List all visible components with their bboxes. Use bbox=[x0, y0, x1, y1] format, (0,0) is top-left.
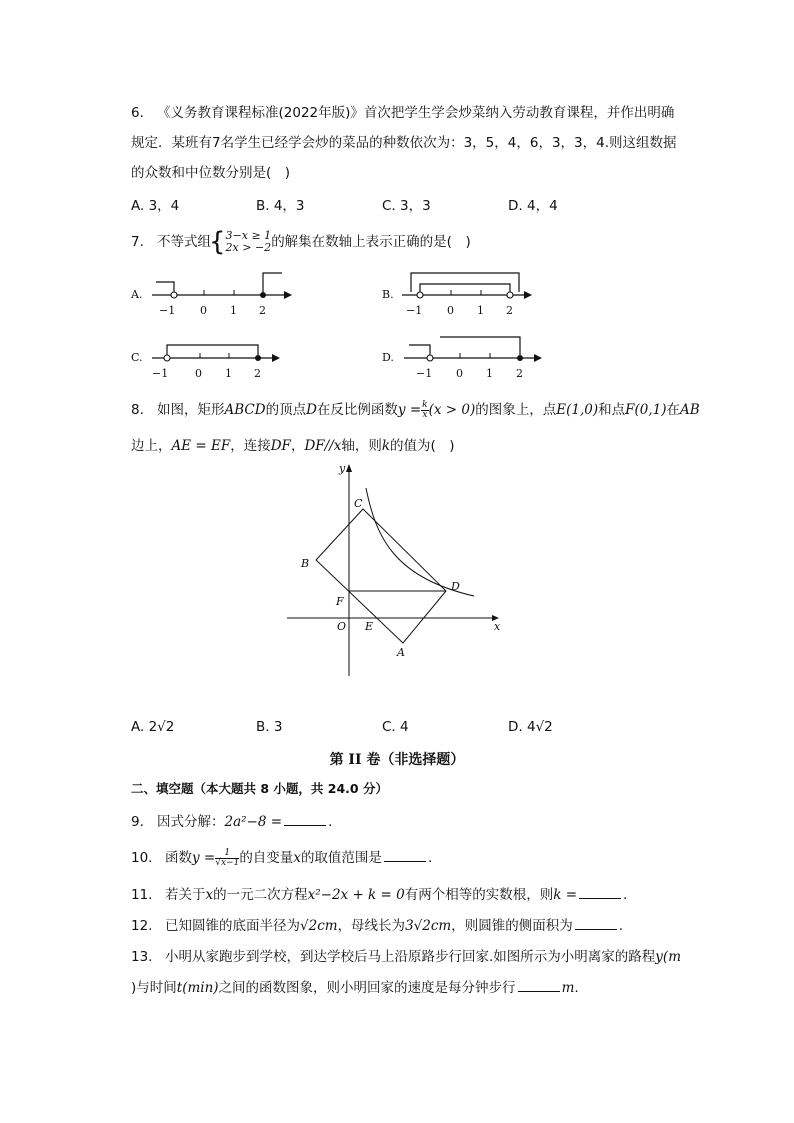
q6-line1 bbox=[131, 103, 674, 123]
q8-ab: AB bbox=[679, 402, 700, 418]
q8-figure bbox=[0, 458, 794, 688]
q10-text: 的自变量 bbox=[239, 850, 294, 866]
q7-line bbox=[131, 227, 471, 257]
q8-option-a[interactable]: A. 2√2 bbox=[131, 719, 175, 735]
q11-k: k = bbox=[553, 887, 578, 903]
q8-text: 的图象上，点 bbox=[475, 402, 557, 418]
q8-number: 8. bbox=[131, 402, 144, 418]
q11-text: 有两个相等的实数根，则 bbox=[404, 887, 554, 903]
q8-text: 如图，矩形 bbox=[157, 402, 225, 418]
q12-text: 已知圆锥的底面半径为 bbox=[165, 918, 300, 934]
q9-expr: 2a²−8 = bbox=[224, 814, 283, 830]
q6-number: 6. bbox=[131, 105, 144, 121]
q8-text: 轴，则 bbox=[341, 438, 382, 454]
tick: −1 bbox=[159, 304, 176, 317]
q8-text: 和点 bbox=[598, 402, 626, 418]
q10-number: 10. bbox=[131, 850, 153, 866]
q10-line bbox=[131, 847, 432, 868]
q11-text: 若关于 bbox=[165, 887, 206, 903]
q7-option-c[interactable] bbox=[131, 345, 280, 380]
rectangle-abcd bbox=[316, 509, 446, 643]
q13-number: 13. bbox=[131, 949, 153, 965]
q12-number: 12. bbox=[131, 918, 153, 934]
q6-option-c[interactable]: C. 3，3 bbox=[382, 198, 431, 214]
q10-var: x bbox=[293, 850, 301, 866]
tick: 1 bbox=[477, 304, 484, 317]
q13-unit: m bbox=[561, 980, 575, 996]
q8-func-y: y = bbox=[397, 402, 422, 418]
q8-line2 bbox=[131, 436, 455, 456]
q9-text: . bbox=[328, 814, 333, 830]
q12-line bbox=[131, 915, 623, 936]
q11-expr: x²−2x + k = 0 bbox=[307, 887, 405, 903]
q6-line2: 规定．某班有7名学生已经学会炒的菜品的种数依次为：3，5，4，6，3，3，4.则这组数据 bbox=[131, 135, 677, 151]
q13-ym: y(m bbox=[655, 949, 681, 965]
q12-answer-blank[interactable] bbox=[575, 915, 617, 930]
q7-label-a: A. bbox=[131, 288, 143, 301]
q8-k: k bbox=[381, 438, 391, 454]
q8-point-f: F(0,1) bbox=[625, 402, 667, 418]
q9-number: 9. bbox=[131, 814, 144, 830]
q12-text: . bbox=[618, 918, 624, 934]
tick: 1 bbox=[486, 367, 493, 380]
q10-text: 的取值范围是 bbox=[300, 850, 382, 866]
q8-option-d[interactable]: D. 4√2 bbox=[508, 719, 553, 735]
q7-option-a[interactable] bbox=[130, 273, 292, 317]
q6-line3: 的众数和中位数分别是( ) bbox=[131, 165, 291, 181]
q8-line1 bbox=[131, 400, 700, 420]
q9-text: 因式分解： bbox=[157, 814, 225, 830]
label-d: D bbox=[451, 580, 460, 593]
label-a: A bbox=[397, 646, 405, 659]
q8-text: ，连接 bbox=[230, 438, 271, 454]
q7-label-c: C. bbox=[131, 351, 143, 364]
tick: 0 bbox=[456, 367, 463, 380]
tick: −1 bbox=[152, 367, 169, 380]
label-y: y bbox=[339, 462, 346, 475]
q11-answer-blank[interactable] bbox=[579, 884, 621, 899]
q12-radius: √2cm bbox=[300, 918, 338, 934]
q8-option-b[interactable]: B. 3 bbox=[256, 719, 283, 735]
q10-text: . bbox=[427, 850, 433, 866]
q13-tmin: t(min) bbox=[176, 980, 219, 996]
q8-text: 在反比例函数 bbox=[316, 402, 398, 418]
q8-func-cond: (x > 0) bbox=[428, 402, 476, 418]
q8-point-e: E(1,0) bbox=[556, 402, 599, 418]
q8-rect: ABCD bbox=[224, 402, 266, 418]
label-o: O bbox=[337, 620, 347, 633]
q11-text: . bbox=[623, 887, 628, 903]
q7-number: 7. bbox=[131, 234, 144, 250]
q6-option-b[interactable]: B. 4，3 bbox=[256, 198, 305, 214]
q11-number: 11. bbox=[131, 887, 153, 903]
q8-df: DF bbox=[270, 438, 291, 454]
section-2-title: 第 II 卷（非选择题） bbox=[329, 752, 465, 768]
q8-text: 在 bbox=[666, 402, 680, 418]
tick: 2 bbox=[516, 367, 523, 380]
q11-text: 的一元二次方程 bbox=[213, 887, 308, 903]
tick: 0 bbox=[195, 367, 202, 380]
tick: 0 bbox=[200, 304, 207, 317]
q12-text: ，则圆锥的侧面积为 bbox=[451, 918, 573, 934]
q10-answer-blank[interactable] bbox=[384, 847, 426, 862]
q11-line bbox=[131, 884, 627, 905]
tick: 1 bbox=[230, 304, 237, 317]
q13-answer-blank[interactable] bbox=[518, 977, 560, 992]
tick: 1 bbox=[225, 367, 232, 380]
q8-frac-num: k bbox=[422, 399, 428, 410]
q8-point-d: D bbox=[306, 402, 317, 418]
q10-text: 函数 bbox=[165, 850, 192, 866]
q13-line2 bbox=[131, 977, 579, 998]
q7-label-b: B. bbox=[382, 288, 394, 301]
q7-system: { 3−x ≥ 1 2x > −2 bbox=[209, 227, 272, 257]
q7-option-b[interactable] bbox=[382, 273, 532, 317]
q7-ineq1: 3−x ≥ 1 bbox=[225, 229, 272, 242]
q8-text: 的顶点 bbox=[265, 402, 307, 418]
q8-option-c[interactable]: C. 4 bbox=[382, 719, 409, 735]
label-f: F bbox=[336, 595, 344, 608]
q12-slant: 3√2cm bbox=[405, 918, 452, 934]
q7-label-d: D. bbox=[382, 351, 394, 364]
tick: 0 bbox=[447, 304, 454, 317]
q13-text: 小明从家跑步到学校，到达学校后马上沿原路步行回家.如图所示为小明离家的路程 bbox=[165, 949, 656, 965]
section-2-heading: 二、填空题（本大题共 8 小题，共 24.0 分） bbox=[131, 781, 388, 796]
tick: −1 bbox=[406, 304, 423, 317]
tick: 2 bbox=[254, 367, 261, 380]
label-c: C bbox=[354, 497, 363, 510]
q13-text: )与时间 bbox=[131, 980, 177, 996]
q13-text: . bbox=[574, 980, 579, 996]
q6-option-a[interactable]: A. 3，4 bbox=[131, 198, 180, 214]
q10-frac-num: 1 bbox=[215, 849, 239, 859]
q13-line1 bbox=[131, 947, 681, 967]
q7-option-d[interactable] bbox=[382, 337, 542, 380]
tick: 2 bbox=[259, 304, 266, 317]
q8-eq: AE = EF bbox=[171, 438, 231, 454]
tick: −1 bbox=[416, 367, 433, 380]
q6-text1: 《义务教育课程标准(2022年版)》首次把学生学会炒菜纳入劳动教育课程，并作出明确 bbox=[157, 105, 675, 121]
q10-func: y = bbox=[192, 850, 216, 866]
label-b: B bbox=[301, 557, 310, 570]
q8-parallel: DF//x bbox=[304, 438, 342, 454]
q8-frac bbox=[421, 401, 428, 420]
q10-frac bbox=[215, 849, 239, 868]
q8-text: 边上， bbox=[131, 438, 172, 454]
tick: 2 bbox=[506, 304, 513, 317]
q10-frac-den: √x−1 bbox=[215, 857, 240, 868]
q7-ineq2: 2x > −2 bbox=[225, 241, 272, 254]
q8-text: 的值为( ) bbox=[390, 438, 455, 454]
label-x: x bbox=[494, 620, 501, 633]
q7-suffix: 的解集在数轴上表示正确的是( ) bbox=[271, 234, 471, 250]
q8-text: ， bbox=[290, 438, 305, 454]
q9-line bbox=[131, 811, 332, 832]
q6-option-d[interactable]: D. 4，4 bbox=[508, 198, 558, 214]
q11-var: x bbox=[205, 887, 214, 903]
q9-answer-blank[interactable] bbox=[284, 811, 326, 826]
q12-text: ，母线长为 bbox=[337, 918, 406, 934]
q13-text: 之间的函数图象，则小明回家的速度是每分钟步行 bbox=[218, 980, 516, 996]
q7-number-lines bbox=[0, 262, 794, 382]
q7-prefix: 不等式组 bbox=[157, 234, 211, 250]
label-e: E bbox=[365, 620, 374, 633]
q8-frac-den: x bbox=[422, 409, 428, 420]
